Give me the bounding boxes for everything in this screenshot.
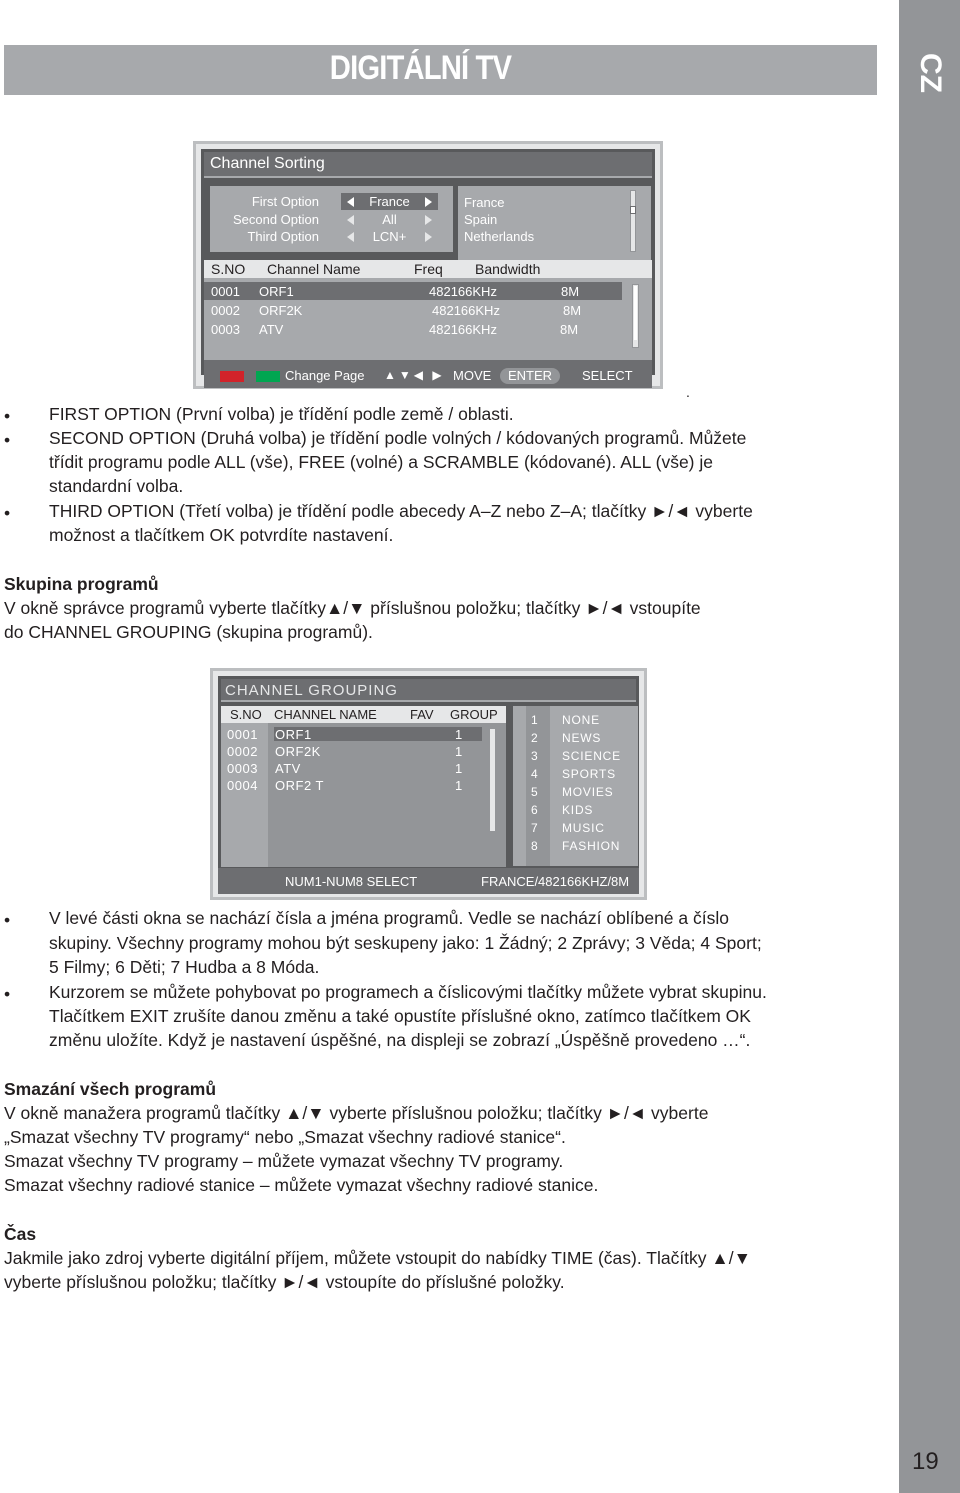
channel-list (204, 278, 652, 358)
page-title: DIGITÁLNÍ TV (329, 49, 512, 87)
sort-bullet-second: SECOND OPTION (Druhá volba) je třídění podle volných / kódovaných programů. Můžete (49, 428, 747, 448)
grouping-list-header: S.NO CHANNEL NAME FAV GROUP (221, 706, 506, 723)
group-bullet-first-cont: skupiny. Všechny programy mohou být seskupeny jako: 1 Žádný; 2 Zprávy; 3 Věda; 4 Sport; (49, 933, 762, 953)
language-tab: CZ (914, 53, 947, 93)
sort-option-value: LCN+ (341, 228, 438, 245)
sort-bullet-third-cont: možnost a tlačítkem OK potvrdíte nastavení. (49, 525, 394, 545)
group-item: SCIENCE (562, 749, 621, 763)
country-scroll-thumb (630, 206, 636, 214)
group-bullet-second-cont: změnu uložíte. Když je nastavení úspěšné, na displeji se zobrazí „Úspěšně provedeno …“. (49, 1030, 751, 1050)
arrow-right-icon (425, 197, 432, 207)
sort-bullet-first: FIRST OPTION (První volba) je třídění podle země / oblasti. (49, 404, 514, 424)
sort-option-row: First Option France (210, 193, 453, 211)
channel-row: 0001 ORF1 482166KHz 8M (204, 282, 622, 300)
channel-scroll-thumb (634, 286, 637, 340)
group-bullet-first-cont: 5 Filmy; 6 Děti; 7 Hudba a 8 Móda. (49, 957, 320, 977)
group-bullet-first: V levé části okna se nachází čísla a jména programů. Vedle se nachází oblíbené a číslo (49, 908, 729, 928)
grouping-row: 0003 ATV 1 (227, 761, 463, 776)
grouping-row: 0002 ORF2K 1 (227, 744, 463, 759)
time-text: Jakmile jako zdroj vyberte digitální příjem, můžete vstoupit do nabídky TIME (čas). Tlačítky ▲/▼ (4, 1248, 751, 1268)
group-item: SPORTS (562, 767, 616, 781)
grouping-heading: Skupina programů (4, 574, 159, 594)
group-bullet-second: Kurzorem se můžete pohybovat po programech a číslicovými tlačítky můžete vybrat skupinu. (49, 982, 767, 1002)
country-item: France (464, 195, 505, 210)
red-key-icon (220, 371, 244, 382)
country-item: Spain (464, 212, 498, 227)
time-text: vyberte příslušnou položku; tlačítky ►/◄ vstoupíte do příslušné položky. (4, 1272, 565, 1292)
group-item: KIDS (562, 803, 594, 817)
grouping-footer: NUM1-NUM8 SELECT FRANCE/482166KHZ/8M (218, 868, 639, 894)
delete-text: Smazat všechny radiové stanice – můžete vymazat všechny radiové stanice. (4, 1175, 599, 1195)
stray-dot: . (686, 384, 690, 400)
channel-grouping-screenshot: CHANNEL GROUPING S.NO CHANNEL NAME FAV GROUP 0001 ORF1 1 0002 ORF2K 1 0003 ATV 1 0004 ORF2 T 1 1 NONE 2 NEWS 3 SCIENCE 4 SPORTS 5 MOVIES 6 KIDS 7 MUSIC 8 FASHION NUM1-NUM8 SELECT FRANCE/482166KHZ/8M (210, 668, 647, 900)
grouping-title: CHANNEL GROUPING (221, 679, 636, 702)
time-heading: Čas (4, 1224, 37, 1244)
group-item: FASHION (562, 839, 621, 853)
channel-row: 0003 ATV 482166KHz 8M (211, 322, 579, 337)
country-list (458, 186, 651, 260)
green-key-icon (256, 371, 280, 382)
grouping-row: 0001 ORF1 1 (221, 727, 483, 742)
enter-key-icon: ENTER (500, 368, 560, 384)
page-number: 19 (912, 1448, 939, 1475)
sorting-title: Channel Sorting (204, 152, 652, 178)
group-item: MOVIES (562, 785, 614, 799)
group-item: MUSIC (562, 821, 605, 835)
arrow-right-icon (425, 215, 432, 225)
sort-bullet-second-cont: třídit programu podle ALL (vše), FREE (volné) a SCRAMBLE (kódované). ALL (vše) je (49, 452, 713, 472)
sort-option-row: Third Option LCN+ (210, 228, 453, 246)
sort-bullet-second-cont: standardní volba. (49, 476, 184, 496)
delete-text: Smazat všechny TV programy – můžete vymazat všechny TV programy. (4, 1151, 564, 1171)
sort-option-value: France (341, 193, 438, 210)
sort-bullet-third: THIRD OPTION (Třetí volba) je třídění podle abecedy A–Z nebo Z–A; tlačítky ►/◄ vyberte (49, 501, 753, 521)
sort-option-value: All (341, 211, 438, 228)
sorting-footer: Change Page ▲▼◀ ▶ MOVE ENTER SELECT (204, 358, 652, 388)
channel-row: 0002 ORF2K 482166KHz 8M (211, 303, 582, 318)
grouping-text: do CHANNEL GROUPING (skupina programů). (4, 622, 373, 642)
country-item: Netherlands (464, 229, 535, 244)
group-item: NONE (562, 713, 600, 727)
sort-option-row: Second Option All (210, 211, 453, 229)
navigation-arrows-icon: ▲▼◀ ▶ (384, 368, 445, 382)
channel-list-header: S.NO Channel Name Freq Bandwidth (204, 260, 652, 278)
delete-text: V okně manažera programů tlačítky ▲/▼ vyberte příslušnou položku; tlačítky ►/◄ vyberte (4, 1103, 709, 1123)
group-bullet-second-cont: Tlačítkem EXIT zrušíte danou změnu a také opustíte příslušné okno, zatímco tlačítkem OK (49, 1006, 751, 1026)
grouping-scrollbar (489, 728, 496, 832)
side-strip (899, 0, 960, 1493)
delete-heading: Smazání všech programů (4, 1079, 217, 1099)
country-scrollbar (630, 190, 636, 252)
sort-options-panel (210, 186, 453, 252)
channel-sorting-screenshot (193, 141, 663, 389)
header-bar (4, 45, 877, 95)
group-item: NEWS (562, 731, 602, 745)
delete-text: „Smazat všechny TV programy“ nebo „Smazat všechny radiové stanice“. (4, 1127, 566, 1147)
grouping-text: V okně správce programů vyberte tlačítky▲/▼ příslušnou položku; tlačítky ►/◄ vstoupíte (4, 598, 701, 618)
arrow-right-icon (425, 232, 432, 242)
grouping-row: 0004 ORF2 T 1 (227, 778, 463, 793)
